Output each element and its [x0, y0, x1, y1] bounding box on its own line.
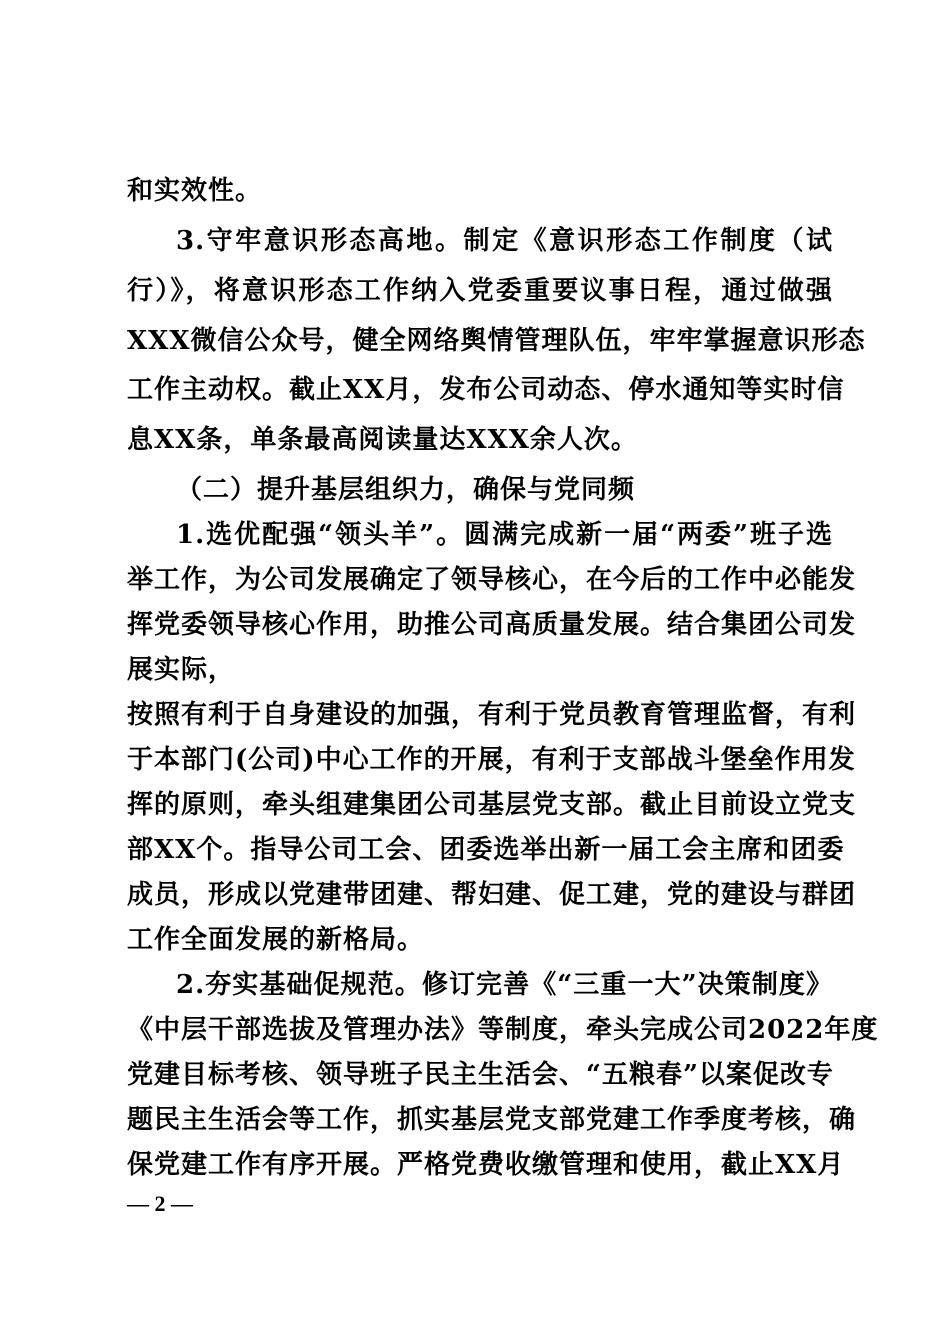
text-line-16: 成员，形成以党建带团建、帮妇建、促工建，党的建设与群团 [127, 880, 857, 910]
text-line-6: 息XX条，单条最高阅读量达XXX余人次。 [127, 425, 638, 455]
text-line-1: 和实效性。 [127, 176, 263, 206]
text-line-11: 展实际， [127, 655, 236, 685]
page-number: — 2 — [127, 1191, 193, 1216]
text-line-5: 工作主动权。截止XX月，发布公司动态、停水通知等实时信 [127, 375, 845, 405]
section-heading: （二）提升基层组织力，确保与党同频 [176, 475, 636, 505]
text-line-2: 3.守牢意识形态高地。制定《意识形态工作制度（试 [176, 226, 833, 256]
text-line-22: 保党建工作有序开展。严格党费收缴管理和使用，截止XX月 [127, 1150, 845, 1180]
text-line-3: 行）》，将意识形态工作纳入党委重要议事日程，通过做强 [127, 276, 833, 306]
text-line-14: 挥的原则，牵头组建集团公司基层党支部。截止目前设立党支 [127, 790, 857, 820]
text-line-13: 于本部门(公司)中心工作的开展，有利于支部战斗堡垒作用发 [127, 745, 856, 775]
text-line-18: 2.夯实基础促规范。修订完善《“三重一大”决策制度》 [176, 970, 833, 1000]
text-line-21: 题民主生活会等工作，抓实基层党支部党建工作季度考核，确 [127, 1105, 857, 1135]
text-line-15: 部XX个。指导公司工会、团委选举出新一届工会主席和团委 [127, 835, 845, 865]
text-line-19: 《中层干部选拔及管理办法》等制度，牵头完成公司2022年度 [127, 1015, 879, 1045]
text-line-17: 工作全面发展的新格局。 [127, 925, 425, 955]
text-line-10: 挥党委领导核心作用，助推公司高质量发展。结合集团公司发 [127, 610, 857, 640]
text-line-9: 举工作，为公司发展确定了领导核心，在今后的工作中必能发 [127, 565, 857, 595]
text-line-8: 1.选优配强“领头羊”。圆满完成新一届“两委”班子选 [176, 520, 833, 550]
text-line-4: XXX微信公众号，健全网络舆情管理队伍，牢牢掌握意识形态 [127, 326, 866, 356]
text-line-20: 党建目标考核、领导班子民主生活会、“五粮春”以案促改专 [127, 1060, 834, 1090]
text-line-12: 按照有利于自身建设的加强，有利于党员教育管理监督，有利 [127, 700, 857, 730]
